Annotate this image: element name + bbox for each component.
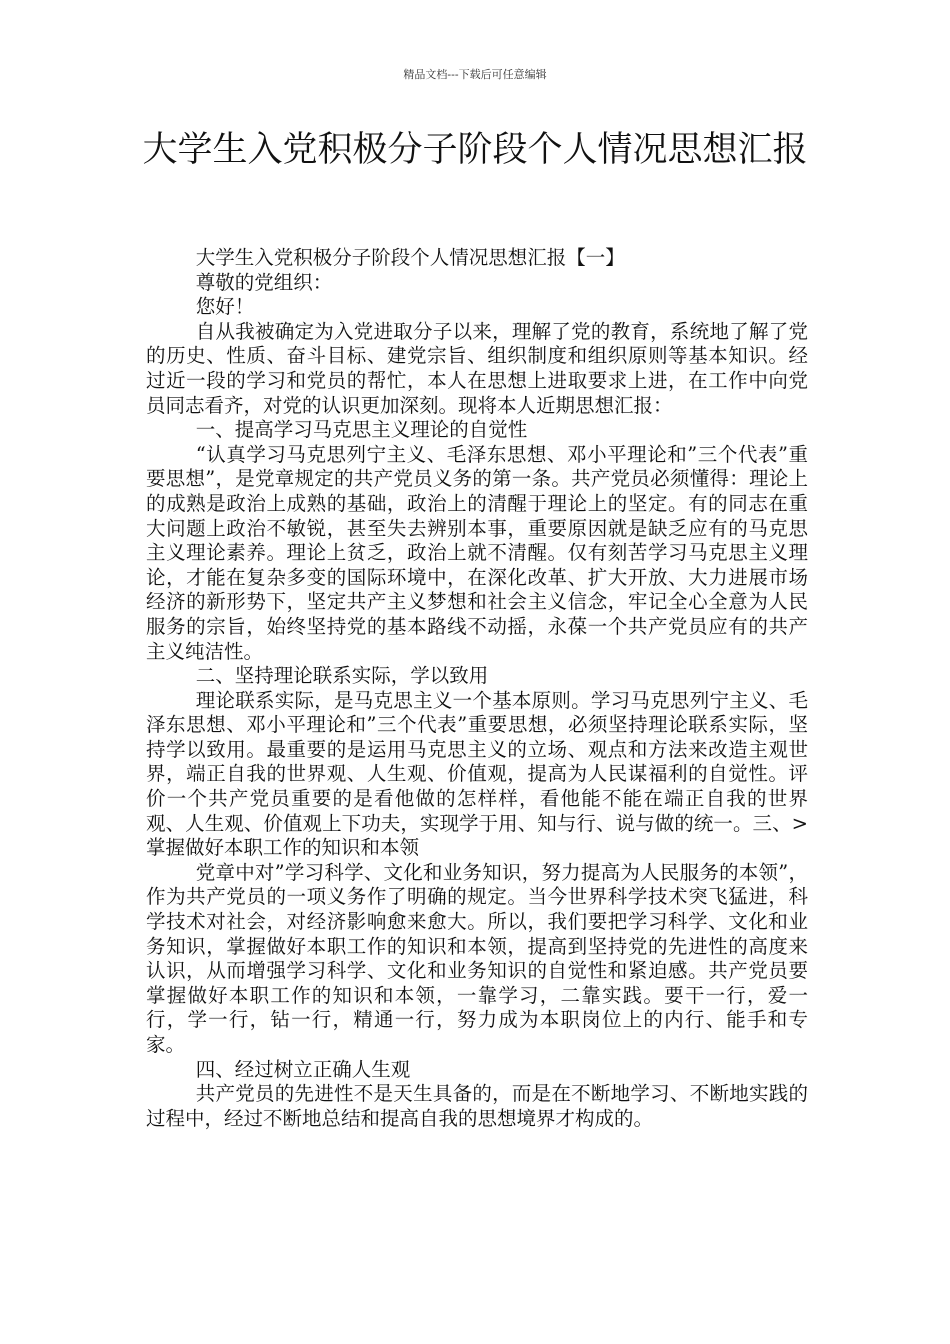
header-note: 精品文档---下载后可任意编辑 xyxy=(403,68,547,81)
greeting: 您好！ xyxy=(195,295,255,319)
section-heading-1: 一、提高学习马克思主义理论的自觉性 xyxy=(195,418,528,442)
salutation: 尊敬的党组织： xyxy=(195,270,333,294)
intro-paragraph: 自从我被确定为入党进取分子以来，理解了党的教育，系统地了解了党的历史、性质、奋斗目标、建党宗旨、组织制度和组织原则等基本知识。经过近一段的学习和党员的帮忙，本人在思想上进取要求上进，在工作中向党员同志看齐，对党的认识更加深刻。现将本人近期思想汇报： xyxy=(146,319,808,417)
document-body xyxy=(146,246,808,1131)
document-title: 大学生入党积极分子阶段个人情况思想汇报 xyxy=(142,130,808,170)
section-paragraph-4: 共产党员的先进性不是天生具备的，而是在不断地学习、不断地实践的过程中，经过不断地总结和提高自我的思想境界才构成的。 xyxy=(146,1082,808,1130)
section-paragraph-1: “认真学习马克思列宁主义、毛泽东思想、邓小平理论和”三个代表”重要思想”，是党章规定的共产党员义务的第一条。共产党员必须懂得：理论上的成熟是政治上成熟的基础，政治上的清醒于理论上的坚定。有的同志在重大问题上政治不敏锐，甚至失去辨别本事，重要原因就是缺乏应有的马克思主义理论素养。理论上贫乏，政治上就不清醒。仅有刻苦学习马克思主义理论，才能在复杂多变的国际环境中，在深化改革、扩大开放、大力进展市场经济的新形势下，坚定共产主义梦想和社会主义信念，牢记全心全意为人民服务的宗旨，始终坚持党的基本路线不动摇，永葆一个共产党员应有的共产主义纯洁性。 xyxy=(146,442,808,663)
section-heading-2: 二、坚持理论联系实际，学以致用 xyxy=(195,664,489,688)
section-paragraph-2: 理论联系实际，是马克思主义一个基本原则。学习马克思列宁主义、毛泽东思想、邓小平理论和”三个代表”重要思想，必须坚持理论联系实际，坚持学以致用。最重要的是运用马克思主义的立场、观点和方法来改造主观世界，端正自我的世界观、人生观、价值观，提高为人民谋福利的自觉性。评价一个共产党员重要的是看他做的怎样样，看他能不能在端正自我的世界观、人生观、价值观上下功夫，实现学于用、知与行、说与做的统一。三、>掌握做好本职工作的知识和本领 xyxy=(146,688,808,860)
section-heading-4: 四、经过树立正确人生观 xyxy=(195,1057,411,1081)
subtitle-line: 大学生入党积极分子阶段个人情况思想汇报【一】 xyxy=(195,246,625,269)
section-paragraph-3: 党章中对”学习科学、文化和业务知识，努力提高为人民服务的本领”，作为共产党员的一项义务作了明确的规定。当今世界科学技术突飞猛进，科学技术对社会，对经济影响愈来愈大。所以，我们要把学习科学、文化和业务知识，掌握做好本职工作的知识和本领，提高到坚持党的先进性的高度来认识，从而增强学习科学、文化和业务知识的自觉性和紧迫感。共产党员要掌握做好本职工作的知识和本领，一靠学习，二靠实践。要干一行，爱一行，学一行，钻一行，精通一行，努力成为本职岗位上的内行、能手和专家。 xyxy=(146,860,808,1056)
